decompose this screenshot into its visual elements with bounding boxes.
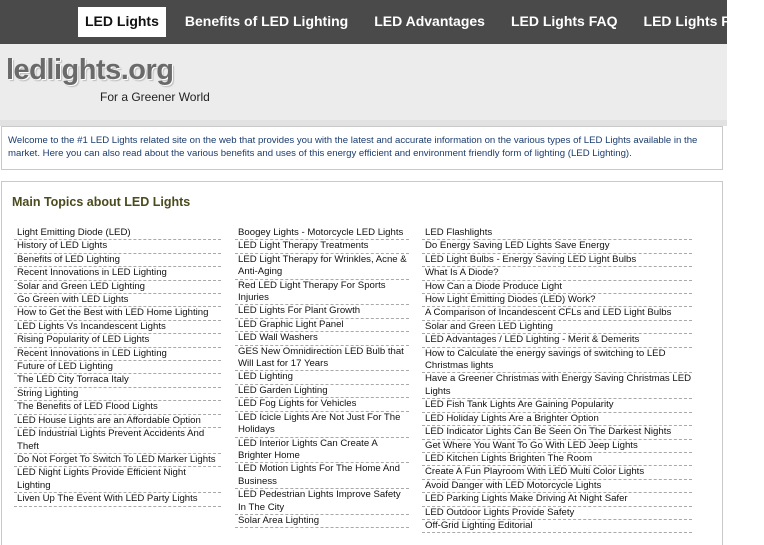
topic-link[interactable]: LED House Lights are an Affordable Option	[14, 415, 221, 428]
topic-link[interactable]: How to Get the Best with LED Home Lighting	[14, 307, 221, 320]
topic-link[interactable]: Boogey Lights - Motorcycle LED Lights	[235, 227, 409, 240]
nav-benefits-of-led-lighting[interactable]: Benefits of LED Lighting	[184, 13, 349, 29]
topic-link[interactable]: Light Emitting Diode (LED)	[14, 227, 221, 240]
topic-link[interactable]: Liven Up The Event With LED Party Lights	[14, 493, 221, 506]
topic-link[interactable]: LED Motion Lights For The Home And Business	[235, 463, 409, 489]
topic-link[interactable]: Recent Innovations in LED Lighting	[14, 348, 221, 361]
topic-link[interactable]: Solar and Green LED Lighting	[14, 281, 221, 294]
topic-link[interactable]: GES New Omnidirection LED Bulb that Will Last for 17 Years	[235, 346, 409, 372]
topic-link[interactable]: Benefits of LED Lighting	[14, 254, 221, 267]
topic-link[interactable]: LED Icicle Lights Are Not Just For The Holidays	[235, 412, 409, 438]
nav-led-advantages[interactable]: LED Advantages	[374, 13, 485, 29]
intro-text: Welcome to the #1 LED Lights related site on the web that provides you with the latest and accurate information on the various types of LED Lights available in the market. Here you can also read about the various benefits and uses of this energy efficient and environment friendly form of lighting (LED Lighting).	[1, 126, 723, 170]
topic-link[interactable]: LED Fish Tank Lights Are Gaining Popularity	[422, 399, 692, 412]
main-topics-panel	[1, 181, 723, 545]
topic-link[interactable]: LED Flashlights	[422, 227, 692, 240]
topic-link[interactable]: LED Advantages / LED Lighting - Merit & Demerits	[422, 334, 692, 347]
topic-link[interactable]: Do Energy Saving LED Lights Save Energy	[422, 240, 692, 253]
topic-link[interactable]: The Benefits of LED Flood Lights	[14, 401, 221, 414]
topic-link[interactable]: How to Calculate the energy savings of switching to LED Christmas lights	[422, 348, 692, 374]
topic-link[interactable]: History of LED Lights	[14, 240, 221, 253]
brand-header	[0, 44, 727, 120]
topics-column-3	[422, 227, 692, 533]
topic-link[interactable]: What Is A Diode?	[422, 267, 692, 280]
topic-link[interactable]: LED Lights Vs Incandescent Lights	[14, 321, 221, 334]
topic-link[interactable]: Avoid Danger with LED Motorcycle Lights	[422, 480, 692, 493]
topic-link[interactable]: LED Interior Lights Can Create A Brighter Home	[235, 438, 409, 464]
topic-link[interactable]: A Comparison of Incandescent CFLs and LED Light Bulbs	[422, 307, 692, 320]
site-logo[interactable]: ledlights.org	[6, 54, 174, 86]
topic-link[interactable]: Go Green with LED Lights	[14, 294, 221, 307]
topic-link[interactable]: LED Holiday Lights Are a Brighter Option	[422, 413, 692, 426]
topics-column-1	[14, 227, 221, 507]
topic-link[interactable]: LED Parking Lights Make Driving At Night Safer	[422, 493, 692, 506]
topic-link[interactable]: LED Outdoor Lights Provide Safety	[422, 507, 692, 520]
topic-link[interactable]: LED Night Lights Provide Efficient Night Lighting	[14, 467, 221, 493]
topic-link[interactable]: LED Fog Lights for Vehicles	[235, 398, 409, 411]
top-nav-bar	[0, 0, 751, 44]
main-nav	[78, 7, 764, 37]
topic-link[interactable]: Have a Greener Christmas with Energy Saving Christmas LED Lights	[422, 373, 692, 399]
topic-link[interactable]: Create A Fun Playroom With LED Multi Color Lights	[422, 466, 692, 479]
topic-link[interactable]: LED Indicator Lights Can Be Seen On The Darkest Nights	[422, 426, 692, 439]
nav-led-lights-faq[interactable]: LED Lights FAQ	[510, 13, 618, 29]
topic-link[interactable]: LED Wall Washers	[235, 332, 409, 345]
topic-link[interactable]: Rising Popularity of LED Lights	[14, 334, 221, 347]
topic-link[interactable]: Solar and Green LED Lighting	[422, 321, 692, 334]
topic-link[interactable]: Solar Area Lighting	[235, 515, 409, 528]
topic-link[interactable]: How Can a Diode Produce Light	[422, 281, 692, 294]
nav-led-lights[interactable]: LED Lights	[78, 7, 166, 37]
nav-led-lights-for[interactable]: LED Lights FOR	[643, 13, 751, 29]
topics-title: Main Topics about LED Lights	[12, 195, 191, 209]
topic-link[interactable]: Get Where You Want To Go With LED Jeep Lights	[422, 440, 692, 453]
topic-link[interactable]: LED Industrial Lights Prevent Accidents And Theft	[14, 428, 221, 454]
topic-link[interactable]: Recent Innovations in LED Lighting	[14, 267, 221, 280]
topic-link[interactable]: String Lighting	[14, 388, 221, 401]
topics-column-2	[235, 227, 409, 528]
topic-link[interactable]: The LED City Torraca Italy	[14, 374, 221, 387]
topic-link[interactable]: LED Lighting	[235, 371, 409, 384]
topic-link[interactable]: Future of LED Lighting	[14, 361, 221, 374]
topic-link[interactable]: Off-Grid Lighting Editorial	[422, 520, 692, 533]
topic-link[interactable]: LED Garden Lighting	[235, 385, 409, 398]
topic-link[interactable]: LED Pedestrian Lights Improve Safety In The City	[235, 489, 409, 515]
topic-link[interactable]: LED Graphic Light Panel	[235, 319, 409, 332]
topic-link[interactable]: LED Light Bulbs - Energy Saving LED Light Bulbs	[422, 254, 692, 267]
topic-link[interactable]: LED Light Therapy for Wrinkles, Acne & Anti-Aging	[235, 254, 409, 280]
topic-link[interactable]: Red LED Light Therapy For Sports Injuries	[235, 280, 409, 306]
topic-link[interactable]: LED Lights For Plant Growth	[235, 305, 409, 318]
topic-link[interactable]: LED Kitchen Lights Brighten The Room	[422, 453, 692, 466]
topic-link[interactable]: LED Light Therapy Treatments	[235, 240, 409, 253]
site-tagline: For a Greener World	[100, 90, 210, 104]
topic-link[interactable]: Do Not Forget To Switch To LED Marker Lights	[14, 454, 221, 467]
topic-link[interactable]: How Light Emitting Diodes (LED) Work?	[422, 294, 692, 307]
